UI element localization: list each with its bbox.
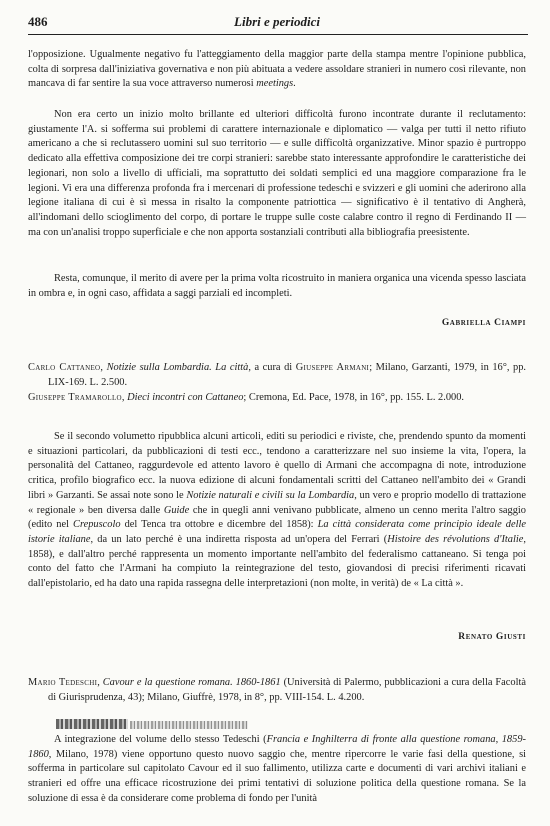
library-stamp-mark	[56, 719, 128, 729]
review3-bibliography: Mario Tedeschi, Cavour e la questione romana. 1860-1861 (Università di Palermo, pubblicazioni a cura della Facoltà di Giurisprudenza, 43); Milano, Giuffrè, 1978, in 8°, pp. VIII-154. L. 4.200.	[28, 677, 526, 703]
review1-continuation: l'opposizione. Ugualmente negativo fu l'atteggiamento della maggior parte della stampa mentre l'opinione pubblica, colta di sorpresa dall'iniziativa governativa e non più abituata a vedere assoldare stranieri in numero così rilevante, non mancava di far sentire la sua voce attraverso numerosi meetings.	[28, 49, 526, 90]
scan-smudge	[130, 721, 248, 729]
running-title: Libri e periodici	[234, 14, 320, 29]
review1-paragraph-3: Resta, comunque, il merito di avere per la prima volta ricostruito in maniera organica una vicenda spesso lasciata in ombra e, in ogni caso, affidata a saggi parziali ed incompleti.	[28, 273, 526, 299]
review2-text: Se il secondo volumetto ripubblica alcuni articoli, editi su periodici e riviste, che, prendendo spunto da momenti e situazioni particolari, da pubblicazioni di testi ecc., tendono a caratterizzare nel suo insieme la vita, l'opera, la personalità del Cattaneo, raggurdevole ed attento lavoro è quello di Armani che accompagna di note, introduzione critica, profilo biografico ecc. la nuova edizione di alcuni fondamentali scritti del Cattaneo nell'ambito dei « Grandi libri » Garzanti. Se assai note sono le Notizie naturali e civili su la Lombardia, un vero e proprio modello di trattazione « regionale » ben diversa dalle Guide che in quegli anni venivano pubblicate, almeno un cenno merita l'altro saggio (edito nel Crepuscolo del Tenca tra ottobre e dicembre del 1858): La città considerata come principio ideale delle istorie italiane, da un lato perché è una indiretta risposta ad un'opera del Ferrari (Histoire des révolutions d'Italie, 1858), e dall'altro perché rappresenta un momento importante nell'ambito del federalismo cattaneano. Si tenga poi conto del fatto che l'Armani ha compiuto la reintegrazione del testo, giovandosi di precisi riferimenti ricavati dall'epistolario, ed ha dato una rapida rassegna delle interpretazioni (non molte, in verità) de « La città ».	[28, 431, 526, 590]
review2-bibliography-1: Carlo Cattaneo, Notizie sulla Lombardia. La città, a cura di Giuseppe Armani; Milano, Garzanti, 1979, in 16°, pp. LIX-169. L. 2.500.	[28, 362, 527, 388]
page-number: 486	[28, 14, 48, 29]
review2-bibliography-2: Giuseppe Tramarollo, Dieci incontri con Cattaneo; Cremona, Ed. Pace, 1978, in 16°, pp. 155. L. 2.000.	[28, 392, 465, 403]
header-rule	[28, 34, 528, 35]
review1-paragraph-2: Non era certo un inizio molto brillante ed ulteriori difficoltà furono incontrate durante il reclutamento: giustamente l'A. si sofferma sui problemi di carattere internazionale e diplomatico — valga per tutti il netto rifiuto americano a che si reclutassero uomini sul suo territorio — e sulle difficoltà organizzative. Minor spazio è purtroppo dedicato alla effettiva composizione dei tre corpi stranieri: sarebbe stato interessante approfondire le caratteristiche dei legionari, non solo a livello di ufficiali, ma soprattutto dei soldati semplici ed una maggiore comparazione fra le legioni. Vi era una differenza profonda fra i mercenari di professione tedeschi e svizzeri e gli uomini che aderirono alla legione italiana di cui è sì messa in risalto la componente patriottica — significativo è il tentativo di Angherà, all'indomani dello scioglimento del corpo, di portare le truppe sulle coste calabre contro il regno di Ferdinando II — ma con un'analisi troppo superficiale e che non apporta sostanziali contributi alla bibliografia preesistente.	[28, 109, 526, 238]
review1-signature: Gabriella Ciampi	[441, 318, 526, 328]
review2-signature: Renato Giusti	[458, 632, 526, 642]
review3-text: A integrazione del volume dello stesso Tedeschi (Francia e Inghilterra di fronte alla questione romana, 1859-1860, Milano, 1978) viene opportuno questo nuovo saggio che, mentre ripercorre le varie fasi della questione, si sofferma in particolare sul capitolato Cavour ed il suo fallimento, utilizza carte e documenti di vari archivi italiani e stranieri ed offre una efficace ricostruzione dei primi tentativi di soluzione politica della questione romana. Se la soluzione di essa è da considerare come problema di fondo per l'unità	[28, 734, 526, 804]
